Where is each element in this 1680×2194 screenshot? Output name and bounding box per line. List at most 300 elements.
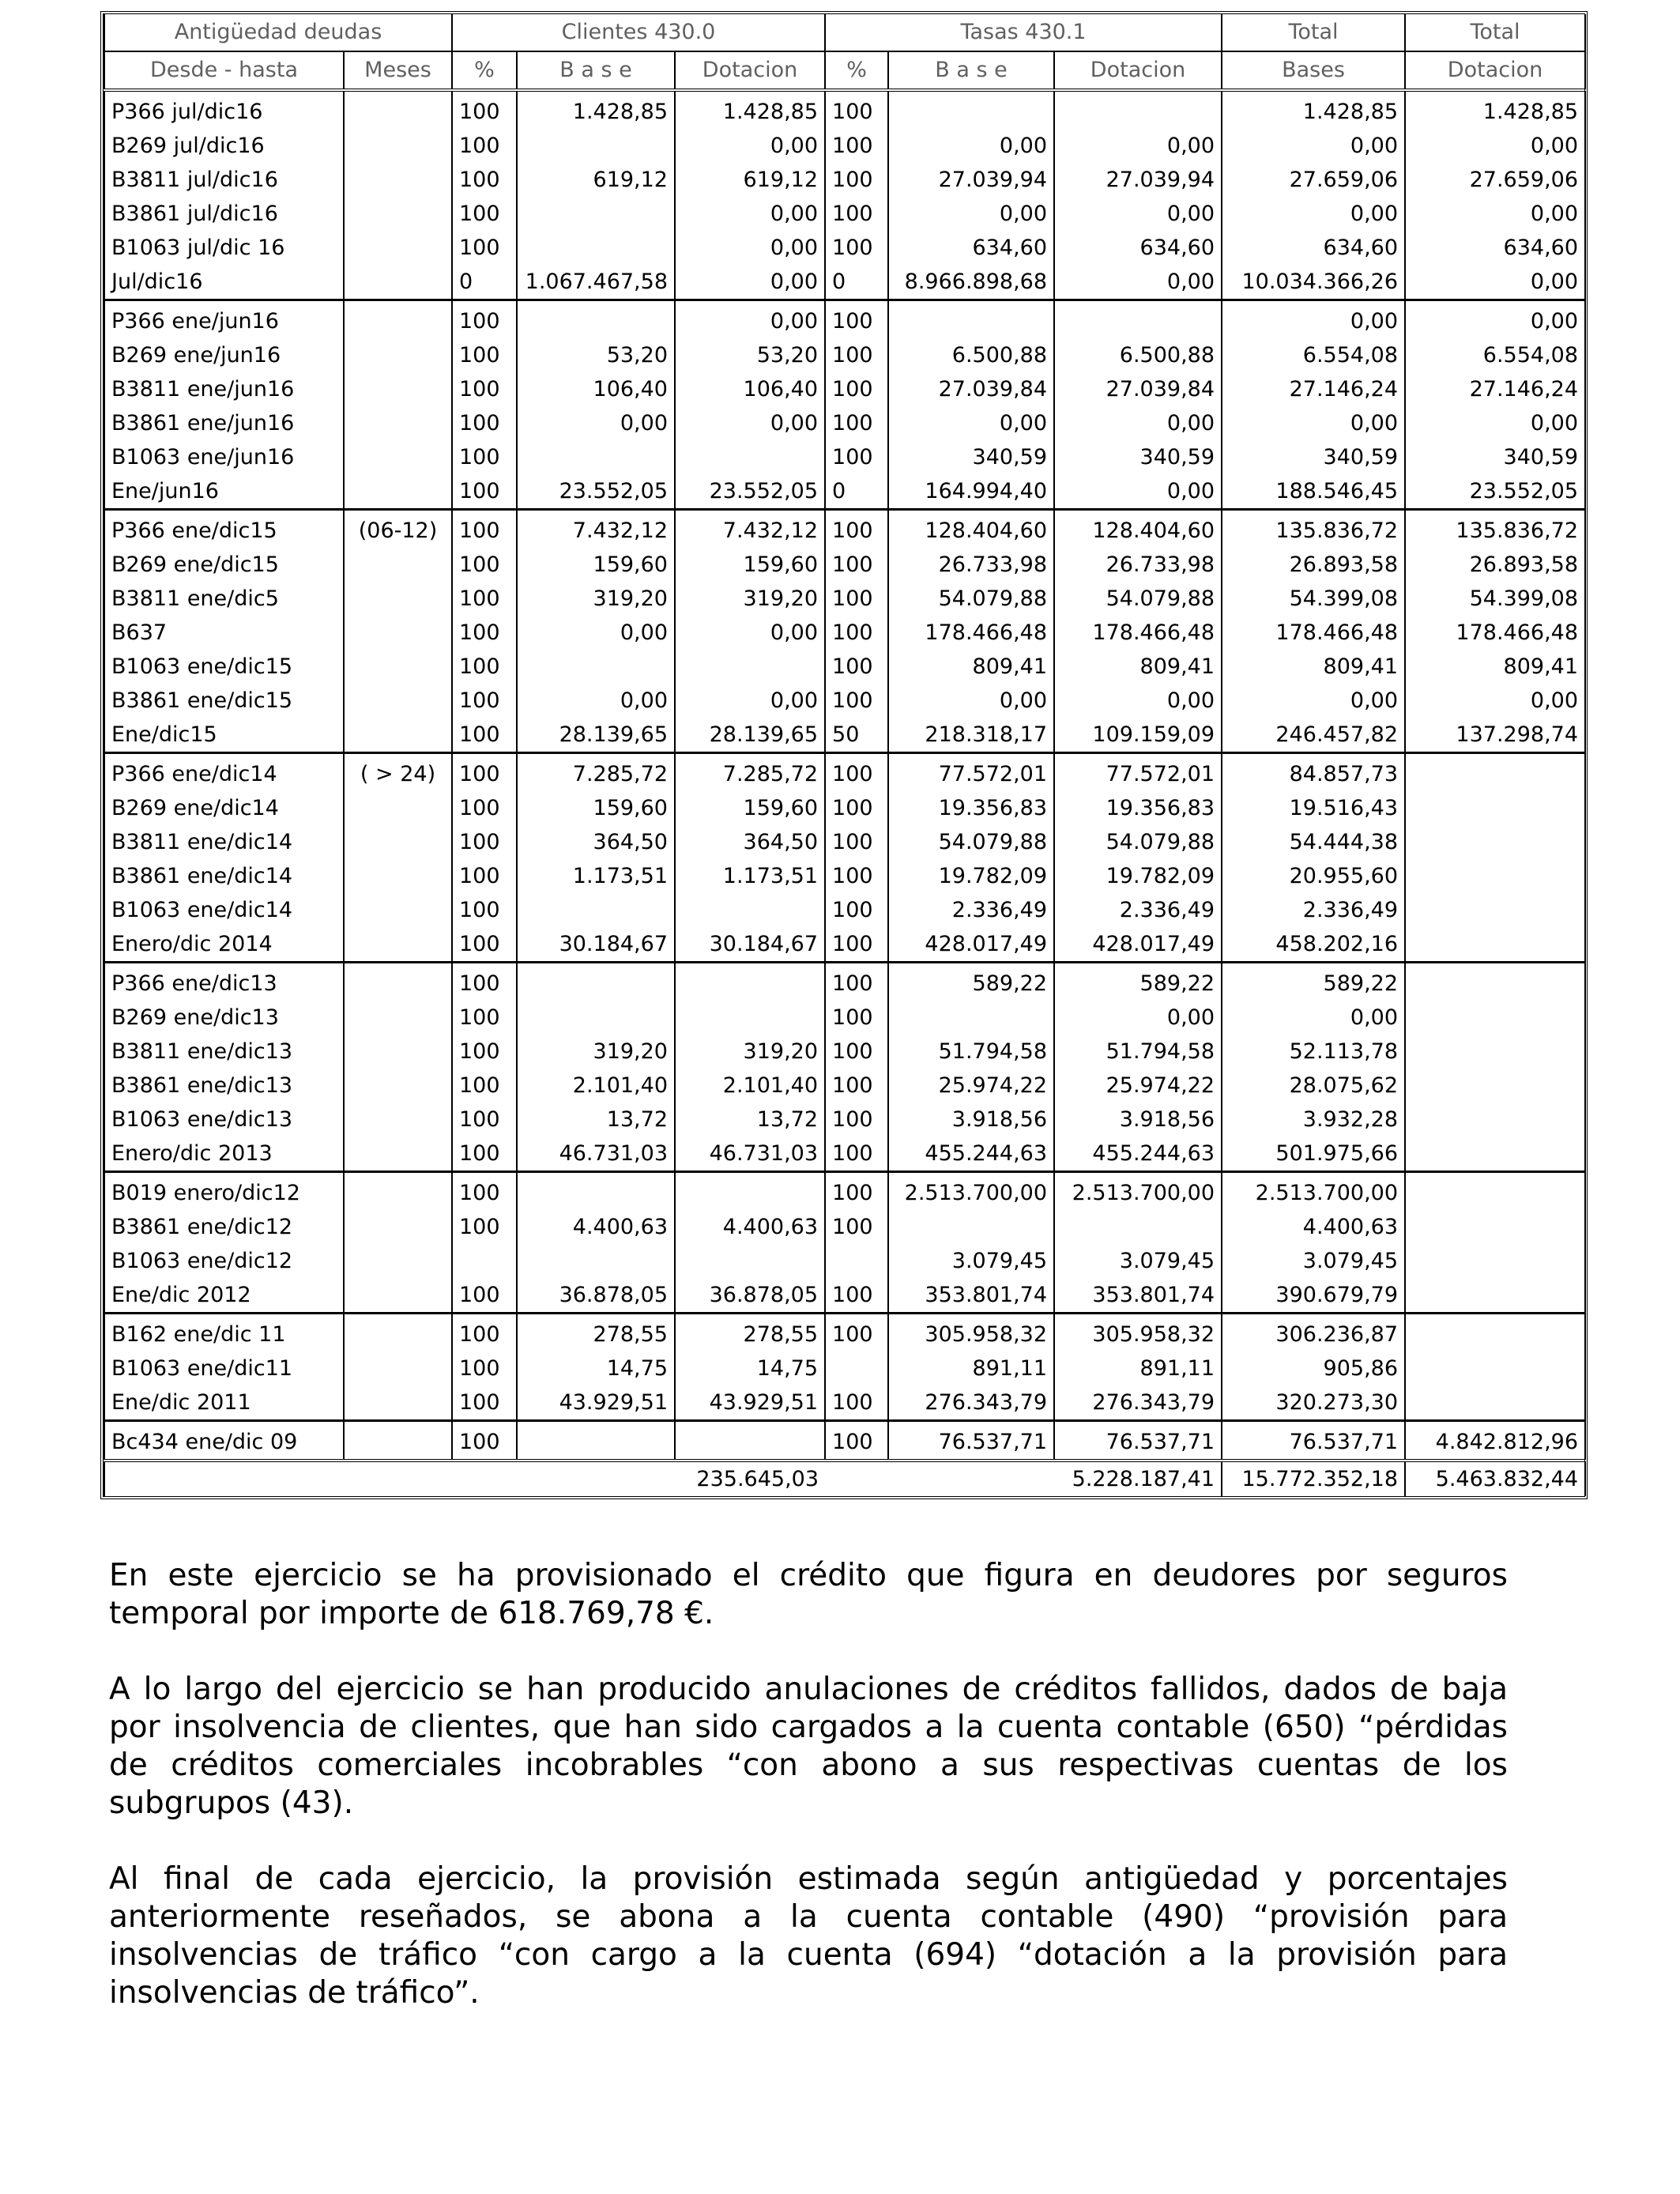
table-row bbox=[104, 440, 1585, 474]
cell-base-tasas: 128.404,60 bbox=[888, 510, 1054, 548]
cell-pct-tasas: 100 bbox=[825, 1001, 888, 1035]
cell-period: B269 jul/dic16 bbox=[104, 129, 344, 163]
cell-dotacion-tasas: 26.733,98 bbox=[1054, 548, 1222, 582]
subheader-pct-clientes: % bbox=[452, 51, 517, 90]
cell-dotacion-clientes: 0,00 bbox=[675, 197, 825, 231]
cell-pct-clientes: 100 bbox=[452, 338, 517, 372]
total-pct-clientes bbox=[452, 1461, 517, 1496]
cell-period: B1063 ene/dic11 bbox=[104, 1351, 344, 1385]
cell-pct-tasas: 100 bbox=[825, 893, 888, 927]
cell-pct-tasas: 0 bbox=[825, 474, 888, 510]
subheader-dotacion: Dotacion bbox=[1405, 51, 1585, 90]
cell-base-tasas: 0,00 bbox=[888, 129, 1054, 163]
cell-pct-clientes: 100 bbox=[452, 684, 517, 718]
table-row bbox=[104, 718, 1585, 753]
cell-dotacion-clientes bbox=[675, 893, 825, 927]
cell-base-tasas: 19.782,09 bbox=[888, 859, 1054, 893]
table-row bbox=[104, 616, 1585, 650]
cell-base-clientes bbox=[517, 231, 675, 265]
cell-dotacion-clientes: 7.285,72 bbox=[675, 753, 825, 792]
cell-base-tasas: 589,22 bbox=[888, 963, 1054, 1001]
cell-dotacion-clientes: 0,00 bbox=[675, 231, 825, 265]
cell-dotacion-tasas: 455.244,63 bbox=[1054, 1137, 1222, 1172]
cell-period: B3861 ene/dic13 bbox=[104, 1069, 344, 1103]
cell-period: B269 ene/dic14 bbox=[104, 791, 344, 825]
cell-pct-clientes: 100 bbox=[452, 1314, 517, 1352]
cell-base-tasas: 27.039,84 bbox=[888, 372, 1054, 406]
cell-dotacion-tasas bbox=[1054, 300, 1222, 339]
table-row bbox=[104, 90, 1585, 129]
cell-pct-clientes: 100 bbox=[452, 1172, 517, 1211]
cell-dotacion-clientes bbox=[675, 963, 825, 1001]
cell-period: P366 ene/dic13 bbox=[104, 963, 344, 1001]
cell-total-bases: 306.236,87 bbox=[1222, 1314, 1405, 1352]
table-row bbox=[104, 1421, 1585, 1461]
cell-period: B269 ene/dic13 bbox=[104, 1001, 344, 1035]
cell-months bbox=[344, 163, 452, 197]
cell-total-dotacion: 634,60 bbox=[1405, 231, 1585, 265]
cell-total-bases: 0,00 bbox=[1222, 300, 1405, 339]
cell-dotacion-tasas: 54.079,88 bbox=[1054, 582, 1222, 616]
cell-period: B3811 ene/dic13 bbox=[104, 1035, 344, 1069]
subheader-base-clientes: B a s e bbox=[517, 51, 675, 90]
cell-dotacion-clientes: 28.139,65 bbox=[675, 718, 825, 753]
cell-total-dotacion: 26.893,58 bbox=[1405, 548, 1585, 582]
cell-base-tasas: 25.974,22 bbox=[888, 1069, 1054, 1103]
cell-total-bases: 1.428,85 bbox=[1222, 90, 1405, 129]
cell-pct-clientes: 100 bbox=[452, 90, 517, 129]
cell-pct-clientes: 100 bbox=[452, 1421, 517, 1461]
cell-dotacion-tasas: 2.336,49 bbox=[1054, 893, 1222, 927]
cell-period: B1063 ene/dic13 bbox=[104, 1103, 344, 1137]
cell-period: P366 ene/jun16 bbox=[104, 300, 344, 339]
cell-base-clientes: 0,00 bbox=[517, 406, 675, 440]
cell-period: B269 ene/jun16 bbox=[104, 338, 344, 372]
total-pct-tasas bbox=[825, 1461, 888, 1496]
total-dotacion-clientes: 235.645,03 bbox=[675, 1461, 825, 1496]
cell-period: B3861 jul/dic16 bbox=[104, 197, 344, 231]
cell-base-tasas: 305.958,32 bbox=[888, 1314, 1054, 1352]
cell-period: Enero/dic 2013 bbox=[104, 1137, 344, 1172]
table-row bbox=[104, 231, 1585, 265]
cell-base-clientes bbox=[517, 963, 675, 1001]
cell-period: B3811 ene/dic5 bbox=[104, 582, 344, 616]
cell-months bbox=[344, 372, 452, 406]
cell-total-dotacion: 0,00 bbox=[1405, 684, 1585, 718]
totals-row bbox=[104, 1461, 1585, 1496]
table-row bbox=[104, 300, 1585, 339]
cell-pct-clientes: 100 bbox=[452, 1103, 517, 1137]
cell-base-tasas bbox=[888, 300, 1054, 339]
cell-months bbox=[344, 1137, 452, 1172]
cell-pct-tasas: 100 bbox=[825, 163, 888, 197]
cell-total-dotacion bbox=[1405, 859, 1585, 893]
cell-dotacion-tasas: 6.500,88 bbox=[1054, 338, 1222, 372]
cell-dotacion-clientes: 319,20 bbox=[675, 582, 825, 616]
cell-months bbox=[344, 300, 452, 339]
cell-dotacion-tasas: 428.017,49 bbox=[1054, 927, 1222, 963]
cell-base-clientes: 619,12 bbox=[517, 163, 675, 197]
cell-dotacion-tasas: 178.466,48 bbox=[1054, 616, 1222, 650]
header-total-bases: Total bbox=[1222, 14, 1405, 51]
cell-base-tasas: 428.017,49 bbox=[888, 927, 1054, 963]
cell-base-tasas: 3.079,45 bbox=[888, 1244, 1054, 1278]
table-row bbox=[104, 684, 1585, 718]
note-paragraph: En este ejercicio se ha provisionado el crédito que figura en deudores por seguros temporal por importe de 618.769,78 €. bbox=[109, 1558, 1508, 1631]
cell-months bbox=[344, 440, 452, 474]
cell-total-bases: 76.537,71 bbox=[1222, 1421, 1405, 1461]
cell-months bbox=[344, 548, 452, 582]
cell-months bbox=[344, 1172, 452, 1211]
cell-base-tasas: 164.994,40 bbox=[888, 474, 1054, 510]
cell-months bbox=[344, 474, 452, 510]
cell-dotacion-clientes: 0,00 bbox=[675, 265, 825, 300]
cell-base-tasas bbox=[888, 90, 1054, 129]
cell-dotacion-tasas: 3.079,45 bbox=[1054, 1244, 1222, 1278]
cell-pct-tasas: 100 bbox=[825, 90, 888, 129]
header-tasas: Tasas 430.1 bbox=[825, 14, 1222, 51]
cell-months bbox=[344, 963, 452, 1001]
table-row bbox=[104, 129, 1585, 163]
cell-dotacion-clientes: 0,00 bbox=[675, 129, 825, 163]
cell-base-tasas: 353.801,74 bbox=[888, 1278, 1054, 1314]
cell-total-bases: 54.444,38 bbox=[1222, 825, 1405, 859]
cell-period: B3861 ene/jun16 bbox=[104, 406, 344, 440]
table-row bbox=[104, 1385, 1585, 1421]
cell-total-bases: 458.202,16 bbox=[1222, 927, 1405, 963]
cell-pct-tasas: 100 bbox=[825, 1385, 888, 1421]
cell-pct-tasas: 100 bbox=[825, 963, 888, 1001]
cell-total-dotacion bbox=[1405, 825, 1585, 859]
cell-dotacion-clientes: 23.552,05 bbox=[675, 474, 825, 510]
cell-months bbox=[344, 1035, 452, 1069]
cell-dotacion-tasas: 27.039,94 bbox=[1054, 163, 1222, 197]
cell-total-dotacion bbox=[1405, 1244, 1585, 1278]
cell-total-dotacion: 340,59 bbox=[1405, 440, 1585, 474]
cell-pct-tasas: 100 bbox=[825, 1103, 888, 1137]
cell-base-clientes: 319,20 bbox=[517, 582, 675, 616]
cell-base-tasas: 26.733,98 bbox=[888, 548, 1054, 582]
cell-dotacion-clientes: 0,00 bbox=[675, 616, 825, 650]
cell-months bbox=[344, 1385, 452, 1421]
cell-pct-tasas: 100 bbox=[825, 1172, 888, 1211]
cell-dotacion-clientes: 1.173,51 bbox=[675, 859, 825, 893]
cell-total-dotacion bbox=[1405, 1035, 1585, 1069]
cell-pct-clientes: 100 bbox=[452, 129, 517, 163]
cell-pct-clientes: 100 bbox=[452, 1385, 517, 1421]
cell-dotacion-clientes bbox=[675, 1001, 825, 1035]
cell-dotacion-tasas: 25.974,22 bbox=[1054, 1069, 1222, 1103]
total-base-clientes bbox=[517, 1461, 675, 1496]
cell-period: P366 ene/dic14 bbox=[104, 753, 344, 792]
table-row bbox=[104, 1351, 1585, 1385]
cell-base-clientes bbox=[517, 1172, 675, 1211]
cell-months bbox=[344, 1069, 452, 1103]
subheader-bases: Bases bbox=[1222, 51, 1405, 90]
cell-dotacion-clientes: 159,60 bbox=[675, 791, 825, 825]
cell-pct-clientes: 100 bbox=[452, 616, 517, 650]
cell-dotacion-tasas: 0,00 bbox=[1054, 684, 1222, 718]
cell-total-bases: 178.466,48 bbox=[1222, 616, 1405, 650]
cell-dotacion-clientes: 7.432,12 bbox=[675, 510, 825, 548]
cell-pct-clientes: 100 bbox=[452, 474, 517, 510]
cell-total-bases: 0,00 bbox=[1222, 406, 1405, 440]
cell-pct-tasas: 100 bbox=[825, 927, 888, 963]
cell-dotacion-clientes: 0,00 bbox=[675, 406, 825, 440]
cell-base-tasas: 76.537,71 bbox=[888, 1421, 1054, 1461]
cell-total-dotacion bbox=[1405, 963, 1585, 1001]
cell-pct-clientes: 100 bbox=[452, 231, 517, 265]
cell-total-bases: 135.836,72 bbox=[1222, 510, 1405, 548]
subheader-base-tasas: B a s e bbox=[888, 51, 1054, 90]
cell-base-tasas: 27.039,94 bbox=[888, 163, 1054, 197]
cell-base-tasas: 0,00 bbox=[888, 406, 1054, 440]
cell-pct-tasas: 100 bbox=[825, 440, 888, 474]
cell-pct-clientes: 100 bbox=[452, 1351, 517, 1385]
cell-pct-clientes: 100 bbox=[452, 510, 517, 548]
cell-total-dotacion bbox=[1405, 1001, 1585, 1035]
cell-total-dotacion: 0,00 bbox=[1405, 265, 1585, 300]
cell-total-bases: 0,00 bbox=[1222, 197, 1405, 231]
cell-pct-tasas bbox=[825, 1244, 888, 1278]
cell-total-dotacion bbox=[1405, 753, 1585, 792]
cell-base-clientes: 0,00 bbox=[517, 684, 675, 718]
cell-total-bases: 54.399,08 bbox=[1222, 582, 1405, 616]
cell-dotacion-tasas: 51.794,58 bbox=[1054, 1035, 1222, 1069]
cell-total-dotacion: 23.552,05 bbox=[1405, 474, 1585, 510]
cell-total-dotacion: 4.842.812,96 bbox=[1405, 1421, 1585, 1461]
cell-total-dotacion: 135.836,72 bbox=[1405, 510, 1585, 548]
cell-dotacion-clientes: 619,12 bbox=[675, 163, 825, 197]
cell-pct-tasas: 100 bbox=[825, 338, 888, 372]
cell-dotacion-tasas: 353.801,74 bbox=[1054, 1278, 1222, 1314]
cell-pct-clientes: 100 bbox=[452, 825, 517, 859]
cell-pct-clientes: 100 bbox=[452, 1137, 517, 1172]
cell-base-clientes bbox=[517, 893, 675, 927]
cell-total-bases: 809,41 bbox=[1222, 650, 1405, 684]
cell-months bbox=[344, 1001, 452, 1035]
cell-pct-clientes: 100 bbox=[452, 1210, 517, 1244]
cell-months bbox=[344, 1314, 452, 1352]
notes-section bbox=[109, 1557, 1508, 2050]
cell-pct-clientes: 100 bbox=[452, 440, 517, 474]
cell-pct-tasas: 100 bbox=[825, 406, 888, 440]
cell-base-clientes bbox=[517, 1001, 675, 1035]
cell-dotacion-clientes: 278,55 bbox=[675, 1314, 825, 1352]
cell-period: B3811 ene/dic14 bbox=[104, 825, 344, 859]
cell-total-dotacion bbox=[1405, 1210, 1585, 1244]
cell-dotacion-tasas: 589,22 bbox=[1054, 963, 1222, 1001]
cell-period: B1063 ene/dic14 bbox=[104, 893, 344, 927]
note-paragraph: Al final de cada ejercicio, la provisión estimada según antigüedad y porcentajes anteriormente reseñados, se abona a la cuenta contable (490) “provisión para insolvencias de tráfico “con cargo a la cuenta (694) “dotación a la provisión para insolvencias de tráfico”. bbox=[109, 1861, 1508, 2011]
cell-pct-tasas: 100 bbox=[825, 231, 888, 265]
cell-dotacion-tasas bbox=[1054, 90, 1222, 129]
cell-pct-clientes: 100 bbox=[452, 163, 517, 197]
table-row bbox=[104, 1001, 1585, 1035]
cell-base-tasas: 340,59 bbox=[888, 440, 1054, 474]
table-row bbox=[104, 474, 1585, 510]
total-months bbox=[344, 1461, 452, 1496]
cell-base-clientes: 159,60 bbox=[517, 548, 675, 582]
cell-pct-tasas: 100 bbox=[825, 684, 888, 718]
cell-dotacion-clientes: 159,60 bbox=[675, 548, 825, 582]
cell-total-bases: 26.893,58 bbox=[1222, 548, 1405, 582]
cell-dotacion-tasas: 109.159,09 bbox=[1054, 718, 1222, 753]
cell-base-clientes: 30.184,67 bbox=[517, 927, 675, 963]
cell-total-bases: 27.146,24 bbox=[1222, 372, 1405, 406]
cell-pct-clientes: 100 bbox=[452, 1069, 517, 1103]
cell-total-dotacion: 0,00 bbox=[1405, 406, 1585, 440]
cell-period: B3811 ene/jun16 bbox=[104, 372, 344, 406]
cell-total-bases: 84.857,73 bbox=[1222, 753, 1405, 792]
cell-total-bases: 246.457,82 bbox=[1222, 718, 1405, 753]
cell-pct-clientes: 100 bbox=[452, 791, 517, 825]
cell-pct-tasas: 100 bbox=[825, 1137, 888, 1172]
cell-dotacion-tasas: 305.958,32 bbox=[1054, 1314, 1222, 1352]
cell-total-bases: 501.975,66 bbox=[1222, 1137, 1405, 1172]
table-row bbox=[104, 1278, 1585, 1314]
total-period bbox=[104, 1461, 344, 1496]
cell-total-bases: 0,00 bbox=[1222, 684, 1405, 718]
cell-total-dotacion bbox=[1405, 1278, 1585, 1314]
cell-base-clientes bbox=[517, 650, 675, 684]
cell-dotacion-tasas: 0,00 bbox=[1054, 197, 1222, 231]
cell-dotacion-tasas: 128.404,60 bbox=[1054, 510, 1222, 548]
cell-base-clientes: 159,60 bbox=[517, 791, 675, 825]
cell-pct-clientes: 100 bbox=[452, 927, 517, 963]
cell-total-bases: 2.336,49 bbox=[1222, 893, 1405, 927]
cell-dotacion-clientes: 0,00 bbox=[675, 300, 825, 339]
cell-total-bases: 634,60 bbox=[1222, 231, 1405, 265]
cell-period: B1063 ene/jun16 bbox=[104, 440, 344, 474]
cell-pct-tasas: 100 bbox=[825, 510, 888, 548]
cell-months bbox=[344, 616, 452, 650]
cell-period: B3861 ene/dic15 bbox=[104, 684, 344, 718]
subheader-desde-hasta: Desde - hasta bbox=[104, 51, 344, 90]
note-paragraph: A lo largo del ejercicio se han producido anulaciones de créditos fallidos, dados de baja por insolvencia de clientes, que han sido cargados a la cuenta contable (650) “pérdidas de créditos comerciales incobrables “con abono a sus respectivas cuentas de los subgrupos (43). bbox=[109, 1672, 1508, 1821]
cell-pct-tasas bbox=[825, 1351, 888, 1385]
cell-period: B3811 jul/dic16 bbox=[104, 163, 344, 197]
cell-total-dotacion: 27.146,24 bbox=[1405, 372, 1585, 406]
cell-pct-tasas: 100 bbox=[825, 582, 888, 616]
cell-months bbox=[344, 582, 452, 616]
cell-months bbox=[344, 1244, 452, 1278]
cell-period: B3861 ene/dic14 bbox=[104, 859, 344, 893]
cell-total-dotacion: 0,00 bbox=[1405, 129, 1585, 163]
header-row-top bbox=[104, 14, 1585, 51]
cell-total-dotacion bbox=[1405, 1172, 1585, 1211]
cell-months bbox=[344, 893, 452, 927]
cell-total-bases: 0,00 bbox=[1222, 1001, 1405, 1035]
cell-pct-tasas: 100 bbox=[825, 129, 888, 163]
table-row bbox=[104, 163, 1585, 197]
cell-dotacion-tasas: 340,59 bbox=[1054, 440, 1222, 474]
cell-months bbox=[344, 1421, 452, 1461]
table-row bbox=[104, 1314, 1585, 1352]
cell-pct-tasas: 50 bbox=[825, 718, 888, 753]
cell-period: B269 ene/dic15 bbox=[104, 548, 344, 582]
total-total-bases: 15.772.352,18 bbox=[1222, 1461, 1405, 1496]
cell-period: Enero/dic 2014 bbox=[104, 927, 344, 963]
table-row bbox=[104, 859, 1585, 893]
table-row bbox=[104, 825, 1585, 859]
cell-dotacion-clientes: 13,72 bbox=[675, 1103, 825, 1137]
subheader-dotacion-tasas: Dotacion bbox=[1054, 51, 1222, 90]
subheader-dotacion-clientes: Dotacion bbox=[675, 51, 825, 90]
cell-base-tasas: 51.794,58 bbox=[888, 1035, 1054, 1069]
cell-dotacion-tasas: 19.356,83 bbox=[1054, 791, 1222, 825]
cell-total-bases: 4.400,63 bbox=[1222, 1210, 1405, 1244]
cell-months bbox=[344, 650, 452, 684]
cell-dotacion-clientes: 53,20 bbox=[675, 338, 825, 372]
total-dotacion-tasas: 5.228.187,41 bbox=[1054, 1461, 1222, 1496]
cell-base-clientes: 46.731,03 bbox=[517, 1137, 675, 1172]
cell-base-tasas bbox=[888, 1001, 1054, 1035]
cell-pct-tasas: 100 bbox=[825, 753, 888, 792]
cell-months bbox=[344, 927, 452, 963]
cell-period: B1063 ene/dic15 bbox=[104, 650, 344, 684]
cell-pct-clientes: 100 bbox=[452, 372, 517, 406]
cell-period: Ene/jun16 bbox=[104, 474, 344, 510]
cell-total-bases: 10.034.366,26 bbox=[1222, 265, 1405, 300]
cell-total-dotacion bbox=[1405, 1314, 1585, 1352]
cell-dotacion-clientes: 1.428,85 bbox=[675, 90, 825, 129]
cell-base-clientes: 43.929,51 bbox=[517, 1385, 675, 1421]
cell-base-clientes: 278,55 bbox=[517, 1314, 675, 1352]
cell-base-clientes bbox=[517, 1421, 675, 1461]
table-row bbox=[104, 1035, 1585, 1069]
cell-months bbox=[344, 825, 452, 859]
cell-period: B1063 ene/dic12 bbox=[104, 1244, 344, 1278]
cell-base-clientes: 14,75 bbox=[517, 1351, 675, 1385]
cell-total-bases: 19.516,43 bbox=[1222, 791, 1405, 825]
cell-base-clientes: 7.432,12 bbox=[517, 510, 675, 548]
cell-pct-tasas: 100 bbox=[825, 1278, 888, 1314]
cell-dotacion-clientes: 319,20 bbox=[675, 1035, 825, 1069]
cell-pct-clientes: 100 bbox=[452, 1001, 517, 1035]
cell-dotacion-tasas: 2.513.700,00 bbox=[1054, 1172, 1222, 1211]
cell-dotacion-clientes: 46.731,03 bbox=[675, 1137, 825, 1172]
cell-base-clientes: 36.878,05 bbox=[517, 1278, 675, 1314]
cell-total-dotacion: 54.399,08 bbox=[1405, 582, 1585, 616]
cell-months bbox=[344, 231, 452, 265]
cell-total-dotacion bbox=[1405, 893, 1585, 927]
cell-total-bases: 20.955,60 bbox=[1222, 859, 1405, 893]
cell-base-clientes: 0,00 bbox=[517, 616, 675, 650]
cell-total-dotacion bbox=[1405, 1137, 1585, 1172]
cell-base-tasas: 2.513.700,00 bbox=[888, 1172, 1054, 1211]
cell-total-bases: 2.513.700,00 bbox=[1222, 1172, 1405, 1211]
table-row bbox=[104, 582, 1585, 616]
cell-total-dotacion: 809,41 bbox=[1405, 650, 1585, 684]
cell-period: Jul/dic16 bbox=[104, 265, 344, 300]
table-row bbox=[104, 338, 1585, 372]
cell-base-tasas: 19.356,83 bbox=[888, 791, 1054, 825]
cell-period: B3861 ene/dic12 bbox=[104, 1210, 344, 1244]
cell-dotacion-tasas: 0,00 bbox=[1054, 129, 1222, 163]
cell-total-bases: 3.932,28 bbox=[1222, 1103, 1405, 1137]
table-row bbox=[104, 510, 1585, 548]
cell-period: B1063 jul/dic 16 bbox=[104, 231, 344, 265]
cell-dotacion-clientes: 4.400,63 bbox=[675, 1210, 825, 1244]
cell-pct-clientes: 100 bbox=[452, 718, 517, 753]
cell-base-clientes bbox=[517, 129, 675, 163]
total-total-dotacion: 5.463.832,44 bbox=[1405, 1461, 1585, 1496]
cell-base-tasas: 218.318,17 bbox=[888, 718, 1054, 753]
cell-base-tasas: 6.500,88 bbox=[888, 338, 1054, 372]
cell-months bbox=[344, 197, 452, 231]
cell-total-bases: 390.679,79 bbox=[1222, 1278, 1405, 1314]
